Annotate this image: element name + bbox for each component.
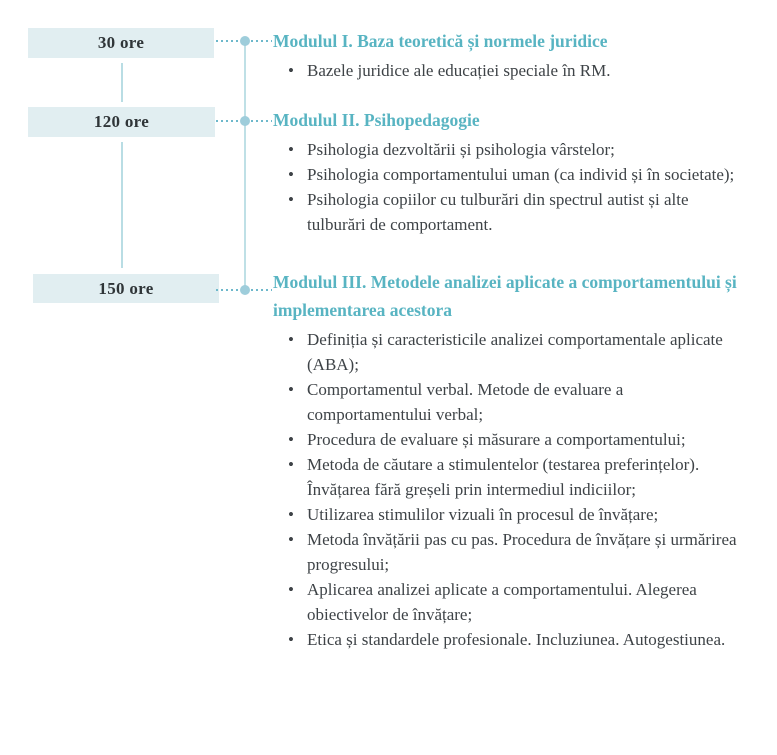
topic-item: • Metoda de căutare a stimulentelor (testarea preferințelor). Învățarea fără greșeli prin intermediul indiciilor; — [307, 452, 751, 502]
timeline-node-dot-2 — [240, 116, 250, 126]
hours-label-module-2: 120 ore — [93, 112, 150, 131]
topic-item: • Comportamentul verbal. Metode de evaluare a comportamentului verbal; — [307, 377, 751, 427]
module-1-section — [273, 27, 751, 83]
hours-box-module-1 — [28, 28, 214, 58]
hours-label-module-1: 30 ore — [97, 33, 145, 52]
topic-item: • Utilizarea stimulilor vizuali în procesul de învățare; — [307, 502, 751, 527]
topic-item: • Procedura de evaluare și măsurare a comportamentului; — [307, 427, 751, 452]
module-3-title: Modulul III. Metodele analizei aplicate a comportamentului și implementarea acestora — [273, 272, 737, 320]
topic-item: • Metoda învățării pas cu pas. Procedura de învățare și urmărirea progresului; — [307, 527, 751, 577]
box-connector-line-1 — [121, 63, 123, 102]
topic-item: • Psihologia dezvoltării și psihologia vârstelor; — [307, 137, 751, 162]
module-3-topic-list — [273, 327, 751, 652]
timeline-node-dot-3 — [240, 285, 250, 295]
timeline-spine-line — [244, 41, 246, 290]
hours-box-module-3 — [33, 274, 219, 303]
topic-item: • Bazele juridice ale educației speciale în RM. — [307, 58, 751, 83]
module-2-topic-list — [273, 137, 751, 237]
hours-label-module-3: 150 ore — [98, 278, 154, 298]
module-1-topic-list — [273, 58, 751, 83]
topic-item: • Psihologia copiilor cu tulburări din spectrul autist și alte tulburări de comportament. — [307, 187, 751, 237]
module-3-section — [273, 268, 751, 652]
hours-box-module-2 — [28, 107, 215, 137]
module-2-title: Modulul II. Psihopedagogie — [273, 110, 480, 130]
module-1-title: Modulul I. Baza teoretică și normele juridice — [273, 31, 608, 51]
timeline-node-dot-1 — [240, 36, 250, 46]
module-2-section — [273, 106, 751, 237]
topic-item: • Psihologia comportamentului uman (ca individ și în societate); — [307, 162, 751, 187]
topic-item: • Aplicarea analizei aplicate a comportamentului. Alegerea obiectivelor de învățare; — [307, 577, 751, 627]
box-connector-line-2 — [121, 142, 123, 268]
topic-item: • Etica și standardele profesionale. Incluziunea. Autogestiunea. — [307, 627, 751, 652]
topic-item: • Definiția și caracteristicile analizei comportamentale aplicate (ABA); — [307, 327, 751, 377]
